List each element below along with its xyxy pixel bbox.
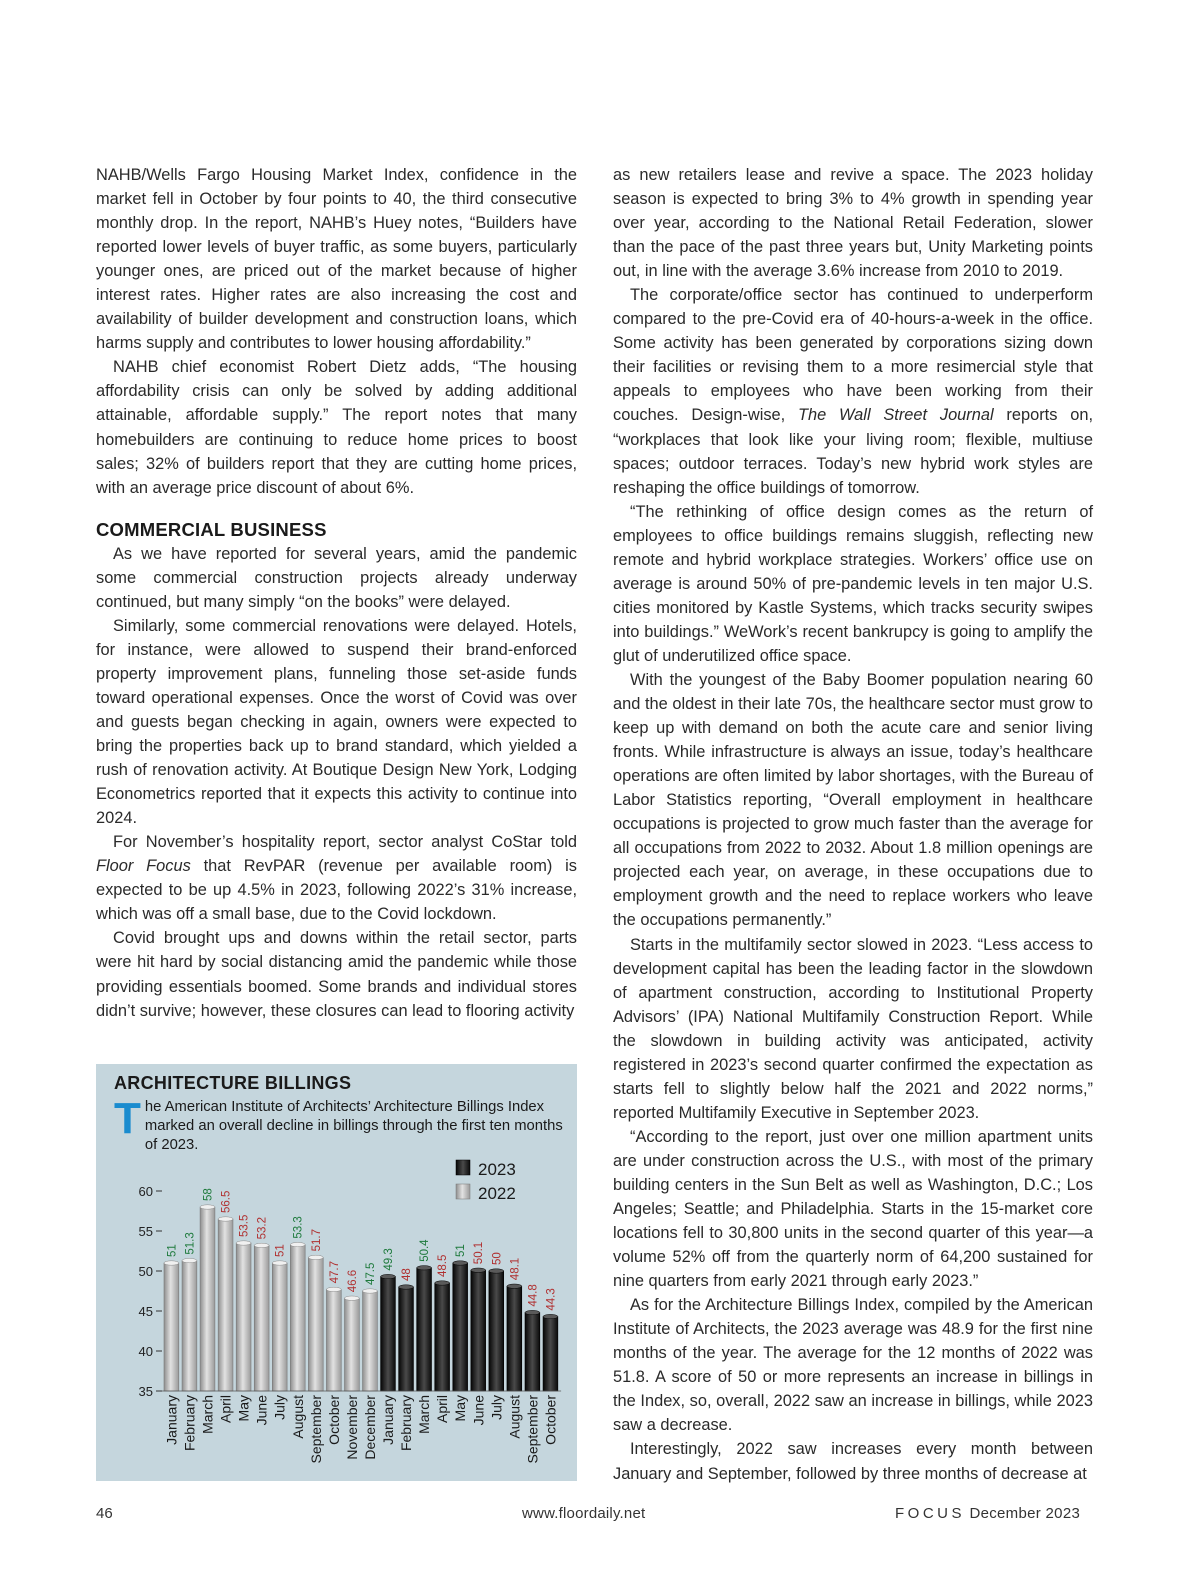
category-label: September: [524, 1395, 541, 1464]
text-span: The corporate/office sector has continued to underperform compared to the pre-Covid era of 40-hours-a-week in the office. Some activity has been generated by corporations sizing down their facilities or revising them to a more resimercial style that appeals to employees who have been working from their couches. Design-wise,: [613, 286, 1093, 425]
category-label: February: [398, 1395, 415, 1452]
bar-cap: [417, 1266, 432, 1270]
bar-2023: [453, 1263, 468, 1391]
footer-url: www.floordaily.net: [522, 1505, 646, 1522]
data-label: 51.7: [310, 1229, 323, 1252]
paragraph: [96, 830, 577, 926]
bar-2022: [218, 1219, 233, 1391]
data-label: 51: [166, 1244, 179, 1257]
figure-title: ARCHITECTURE BILLINGS: [114, 1073, 352, 1093]
caption-text: he American Institute of Architects’ Architecture Billings Index marked an overall decline in billings through the first ten months of 2023.: [144, 1099, 563, 1153]
bar-cap: [525, 1310, 540, 1314]
data-label: 50: [491, 1252, 504, 1265]
bar-2022: [326, 1289, 341, 1391]
data-label: 51: [274, 1244, 287, 1257]
data-label: 48.1: [509, 1257, 522, 1281]
category-label: May: [235, 1395, 252, 1422]
italic-title: The Wall Street Journal: [797, 406, 994, 425]
paragraph: “The rethinking of office design comes as the return of employees to office buildings remains sluggish, reflecting new remote and hybrid workplace strategies. Workers’ office use on average is around 50% of pre-pandemic levels in ten major U.S. cities monitored by Kastle Systems, which tracks security swipes into buildings.” WeWork’s recent bankrupcy is going to amplify the glut of underutilized office space.: [613, 502, 1093, 665]
bar-2023: [435, 1283, 450, 1391]
bar-cap: [435, 1281, 450, 1285]
category-label: January: [163, 1395, 180, 1445]
drop-cap: T: [114, 1094, 141, 1143]
left-column: [96, 163, 577, 1023]
bar-cap: [507, 1284, 522, 1288]
bar-cap: [290, 1242, 305, 1246]
y-tick-label: 55: [138, 1224, 153, 1239]
bar-cap: [164, 1261, 179, 1265]
data-label: 56.5: [220, 1190, 233, 1213]
y-tick-label: 35: [138, 1384, 153, 1399]
data-label: 44.3: [545, 1288, 558, 1311]
category-label: November: [343, 1395, 360, 1460]
bar-cap: [326, 1287, 341, 1291]
category-label: March: [199, 1395, 216, 1434]
bar-2023: [543, 1317, 558, 1391]
bar-cap: [345, 1296, 360, 1300]
bar-cap: [543, 1314, 558, 1318]
bar-cap: [399, 1285, 414, 1289]
figure-caption: [114, 1094, 564, 1155]
bar-cap: [218, 1217, 233, 1221]
paragraph: NAHB/Wells Fargo Housing Market Index, confidence in the market fell in October by four points to 40, the third consecutive monthly drop. In the report, NAHB’s Huey notes, “Builders have reported lower levels of buyer traffic, as some buyers, particularly younger ones, are priced out of the market because of higher interest rates. Higher rates are also increasing the cost and availability of builder development and construction loans, which harms supply and contributes to lower housing affordability.”: [96, 166, 577, 353]
category-label: June: [470, 1395, 487, 1426]
bar-cap: [254, 1243, 269, 1247]
paragraph: With the youngest of the Baby Boomer population nearing 60 and the oldest in their late 70s, the healthcare sector must grow to keep up with demand on both the acute care and senior living fronts. While infrastructure is always an issue, today’s healthcare operations are often limited by labor shortages, with the Bureau of Labor Statistics reporting, “Overall employment in healthcare occupations is projected to grow much faster than the average for all occupations from 2022 to 2032. About 1.8 million openings are projected each year, on average, in these occupations due to employment growth and the need to replace workers who leave the occupations permanently.”: [613, 670, 1093, 930]
data-label: 53.5: [238, 1214, 251, 1237]
category-label: October: [325, 1395, 342, 1445]
data-label: 50.4: [419, 1239, 432, 1262]
category-label: April: [434, 1395, 451, 1424]
text-span: For November’s hospitality report, sector analyst CoStar told: [113, 833, 577, 852]
bar-cap: [272, 1261, 287, 1265]
y-tick-label: 50: [138, 1264, 153, 1279]
paragraph: Interestingly, 2022 saw increases every month between January and September, followed by three months of decrease at: [613, 1440, 1093, 1483]
legend-label-2023: 2023: [478, 1160, 516, 1179]
bar-2022: [308, 1257, 323, 1391]
paragraph: As for the Architecture Billings Index, compiled by the American Institute of Architects, the 2023 average was 48.9 for the first nine months of the year. The average for the 12 months of 2022 was 51.8. A score of 50 or more represents an increase in billings in the Index, so, overall, 2022 saw an increase in billings, while 2023 saw a decrease.: [613, 1296, 1093, 1435]
bar-2022: [200, 1207, 215, 1391]
page-number: 46: [96, 1505, 113, 1522]
bar-2022: [345, 1298, 360, 1391]
bar-cap: [308, 1255, 323, 1259]
category-label: February: [181, 1395, 198, 1452]
bar-2023: [417, 1268, 432, 1391]
data-label: 53.3: [292, 1216, 305, 1239]
data-label: 46.6: [346, 1269, 359, 1293]
data-label: 53.2: [256, 1217, 269, 1240]
category-label: May: [452, 1395, 469, 1422]
bar-cap: [182, 1258, 197, 1262]
bar-2022: [182, 1261, 197, 1391]
paragraph: “According to the report, just over one million apartment units are under construction across the U.S., with most of the primary building centers in the Sun Belt as well as Washington, D.C.; Los Angeles; Seattle; and Philadelphia. Starts in the 15-market core locations fell to 30,800 units in the second quarter of this year—a volume 52% off from the quarterly norm of 64,200 sustained for nine quarters from early 2021 through early 2023.”: [613, 1127, 1093, 1291]
category-label: April: [217, 1395, 234, 1424]
paragraph: Similarly, some commercial renovations were delayed. Hotels, for instance, were allowed to suspend their brand-enforced property improvement plans, funneling those set-aside funds toward operational expenses. Once the worst of Covid was over and guests began checking in again, owners were expected to bring the properties back up to brand standard, which yielded a rush of renovation activity. At Boutique Design New York, Lodging Econometrics reported that it expects this activity to continue into 2024.: [96, 616, 577, 828]
bar-cap: [453, 1261, 468, 1265]
bar-cap: [471, 1268, 486, 1272]
bar-cap: [200, 1205, 215, 1209]
italic-title: Floor Focus: [96, 857, 191, 876]
bar-2022: [164, 1263, 179, 1391]
right-column: [613, 163, 1093, 1486]
paragraph: as new retailers lease and revive a space. The 2023 holiday season is expected to bring 3% to 4% growth in spending year over year, according to the National Retail Federation, slower than the pace of the past three years but, Unity Marketing points out, in line with the average 3.6% increase from 2010 to 2019.: [613, 166, 1093, 281]
category-label: August: [506, 1395, 523, 1439]
bar-2023: [507, 1286, 522, 1391]
bar-2023: [525, 1313, 540, 1391]
bar-2022: [236, 1243, 251, 1391]
paragraph: Covid brought ups and downs within the retail sector, parts were hit hard by social distancing amid the pandemic while those providing essentials boomed. Some brands and individual stores didn’t survive; however, these closures can lead to flooring activity: [96, 929, 577, 1020]
y-tick-label: 45: [138, 1304, 153, 1319]
bar-cap: [363, 1289, 378, 1293]
y-tick-label: 40: [138, 1344, 153, 1359]
data-label: 47.7: [328, 1261, 341, 1284]
text-span: reports on, “workplaces that look like your living room; flexible, multiuse spaces; outdoor terraces. Today’s new hybrid work styles are reshaping the office buildings of tomorrow.: [613, 406, 1093, 497]
legend-swatch-2022: [456, 1184, 470, 1199]
paragraph: Starts in the multifamily sector slowed in 2023. “Less access to development capital has been the leading factor in the slowdown of apartment construction, according to Institutional Property Advisors’ (IPA) National Multifamily Construction Report. While the slowdown in building activity was anticipated, activity registered in 2023’s second quarter confirmed the expectation as starts fell to slightly below half the 2021 and 2022 norms,” reported Multifamily Executive in September 2023.: [613, 935, 1093, 1122]
category-label: December: [361, 1395, 378, 1460]
category-label: March: [416, 1395, 433, 1434]
paragraph: [613, 283, 1093, 499]
data-label: 48: [401, 1268, 414, 1281]
legend-swatch-2023: [456, 1160, 470, 1175]
data-label: 58: [202, 1188, 215, 1201]
data-label: 47.5: [364, 1262, 377, 1285]
footer-issue: [895, 1505, 1080, 1522]
data-label: 49.3: [383, 1248, 395, 1271]
category-label: October: [542, 1395, 559, 1445]
architecture-billings-figure: [96, 1064, 577, 1481]
issue-date: December 2023: [969, 1505, 1081, 1522]
data-label: 48.5: [437, 1254, 450, 1277]
section-heading: COMMERCIAL BUSINESS: [96, 518, 327, 540]
bar-2022: [363, 1291, 378, 1391]
category-label: August: [289, 1395, 306, 1439]
bar-cap: [489, 1269, 504, 1273]
bar-2022: [254, 1245, 269, 1391]
category-label: July: [488, 1395, 505, 1420]
category-label: September: [307, 1395, 324, 1464]
bar-cap: [381, 1274, 396, 1278]
bar-2022: [290, 1245, 305, 1391]
bar-2023: [489, 1271, 504, 1391]
bar-2023: [381, 1277, 396, 1391]
legend-label-2022: 2022: [478, 1184, 516, 1203]
category-label: January: [380, 1395, 396, 1445]
data-label: 51: [455, 1244, 468, 1257]
magazine-brand: FOCUS: [895, 1505, 965, 1522]
y-tick-label: 60: [138, 1184, 153, 1199]
category-label: July: [271, 1395, 288, 1420]
bar-cap: [236, 1241, 251, 1245]
paragraph: As we have reported for several years, amid the pandemic some commercial construction projects already underway continued, but many simply “on the books” were delayed.: [96, 544, 577, 611]
bar-2022: [272, 1263, 287, 1391]
data-label: 50.1: [473, 1241, 486, 1265]
bar-2023: [399, 1287, 414, 1391]
bar-2023: [471, 1270, 486, 1391]
text-span: that RevPAR (revenue per available room) is expected to be up 4.5% in 2023, following 2022’s 31% increase, which was off a small base, due to the Covid lockdown.: [96, 857, 577, 924]
data-label: 51.3: [184, 1232, 197, 1255]
paragraph: NAHB chief economist Robert Dietz adds, “The housing affordability crisis can only be solved by adding additional attainable, affordable supply.” The report notes that many homebuilders are continuing to reduce home prices to boost sales; 32% of builders report that they are cutting home prices, with an average price discount of about 6%.: [96, 358, 577, 497]
category-label: June: [253, 1395, 270, 1426]
data-label: 44.8: [527, 1284, 540, 1307]
